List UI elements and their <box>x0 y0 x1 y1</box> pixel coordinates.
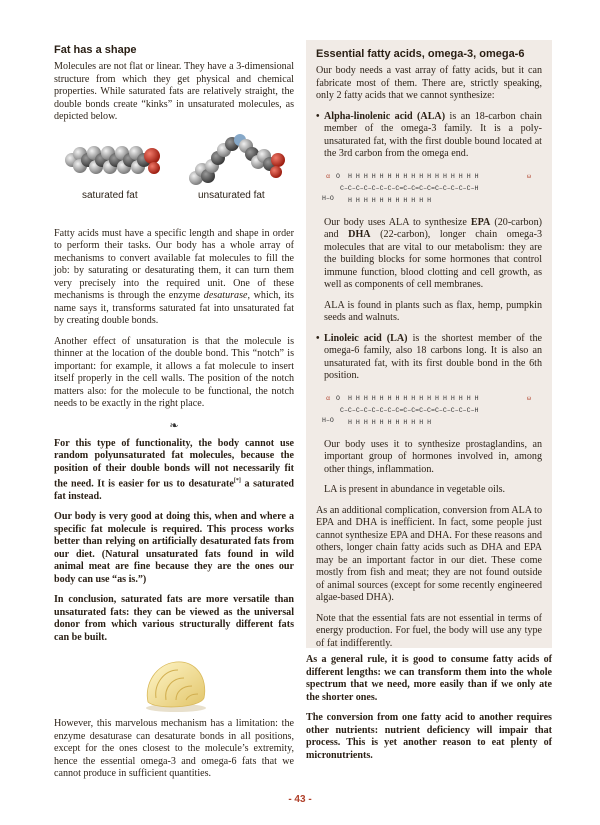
sidebar-heading: Essential fatty acids, omega-3, omega-6 <box>316 48 525 60</box>
chain-top-hydrogens: H H H H H H H H H H H H H H H H H <box>348 172 479 180</box>
bold-paragraph-functionality: For this type of functionality, the body cannot use random polyunsaturated fat molecules, because the position of their double bonds will not necessarily fit the need. It is easier for us to desaturate[*] a saturated fat instead. <box>54 437 294 502</box>
alpha-label: α <box>326 394 330 402</box>
bold-paragraph-conversion-nutrients: The conversion from one fatty acid to another requires other nutrients: nutrient deficiency will impair that process. This is yet another reason to eat plenty of micronutrients. <box>306 712 552 761</box>
term-dha: DHA <box>348 229 371 240</box>
chain-bottom-hydrogens: H H H H H H H H H H H <box>348 196 432 204</box>
unsaturated-fat-molecule-image <box>188 132 288 186</box>
paragraph-conversion: As an additional complication, conversion from ALA to EPA and DHA is inefficient. In fact, some people just cannot synthesize EPA and DHA. For these reasons and others, longer chain fatty acids such as DHA and EPA may be an important factor in our diet. These come mostly from fish and meat; they are not found outside of animal sources (except for some recently engineered algae-based DHA). <box>316 504 542 603</box>
saturated-fat-molecule-image <box>64 138 164 182</box>
butter-curl-image <box>54 654 294 714</box>
acid-oxygen: O <box>336 394 340 402</box>
paragraph-ala-found: ALA is found in plants such as flax, hemp, pumpkin seeds and walnuts. <box>324 299 542 323</box>
chain-top-hydrogens: H H H H H H H H H H H H H H H H H <box>348 394 479 402</box>
bold-paragraph-conclusion: In conclusion, saturated fats are more versatile than unsaturated fats: they can be viewed as the universal donor from which various structurally different fats can be built. <box>54 594 294 643</box>
term-desaturase: desaturase <box>203 290 248 301</box>
right-column-bottom <box>306 654 552 770</box>
left-column <box>54 44 294 789</box>
section-heading-fat-shape: Fat has a shape <box>54 44 137 56</box>
page-number: - 43 - <box>288 794 312 805</box>
chain-bottom-hydrogens: H H H H H H H H H H H <box>348 418 432 426</box>
paragraph-limitation: However, this marvelous mechanism has a limitation: the enzyme desaturase can desaturate bonds in all positions, except for the ones closest to the molecule’s extremity, hence the essential omega-3 and omega-6 fats that we cannot produce in sufficient quantities. <box>54 718 294 780</box>
bullet-icon: • <box>316 110 320 122</box>
paragraph-note: Note that the essential fats are not essential in terms of energy production. For fuel, the body will use any type of fat indifferently. <box>316 612 542 649</box>
ala-chain-diagram <box>316 169 542 209</box>
paragraph-fatty-acids-length: Fatty acids must have a specific length and shape in order to perform their tasks. Our body has a whole array of mechanisms to convert available fat molecules to fill the job: by saturating or desaturating them, it can turn them very precisely into the required unit. One of these mechanisms is through the enzyme desaturase, which, its name says it, transforms saturated fat into unsaturated fat by creating double bonds. <box>54 227 294 326</box>
ornament-divider: ❧ <box>169 419 179 432</box>
term-epa: EPA <box>470 216 491 228</box>
term-ala: Alpha-linolenic acid (ALA) <box>324 110 446 122</box>
omega-label: ω <box>527 394 531 402</box>
paragraph-la-use: Our body uses it to synthesize prostaglandins, an important group of hormones involved in, among other things, inflammation. <box>324 438 542 475</box>
acid-hydroxyl: H–O <box>322 416 334 424</box>
term-la: Linoleic acid (LA) <box>324 332 408 344</box>
paragraph-ala-use: Our body uses ALA to synthesize EPA (20-carbon) and DHA (22-carbon), longer chain omega-3 molecules that are vital to our metabolism: they are the building blocks for some hormones that control immune function, blood clotting and cell growth, as well as components of cell membranes. <box>324 216 542 290</box>
bold-paragraph-body-good: Our body is very good at doing this, when and where a specific fat molecule is required. This process works better than relying on artificially desaturated fats from our diet. (Natural unsaturated fats found in wild animal meat are fine because they are the ones our body can use “as is.”) <box>54 511 294 585</box>
caption-saturated-fat: saturated fat <box>82 189 138 201</box>
paragraph-la-found: LA is present in abundance in vegetable oils. <box>324 484 506 495</box>
paragraph-notch: Another effect of unsaturation is that the molecule is thinner at the location of the double bond. This “notch” is important: for example, it allows a fat molecule to insert itself properly in the cell walls. The position of the notch matters also: for the molecule to be functional, the notch needs to be exactly in the right place. <box>54 335 294 409</box>
paragraph-intro: Our body needs a vast array of fatty acids, but it can fabricate most of them. There are, strictly speaking, only 2 fatty acids that we cannot synthesize: <box>316 65 542 101</box>
molecule-figure <box>54 132 294 220</box>
chain-carbon-backbone: C–C–C–C–C–C–C–C=C–C=C–C=C–C–C–C–C–H <box>340 406 479 414</box>
la-chain-diagram <box>316 391 542 431</box>
alpha-label: α <box>326 172 330 180</box>
chain-carbon-backbone: C–C–C–C–C–C–C–C=C–C=C–C=C–C–C–C–C–H <box>340 184 479 192</box>
paragraph-molecules: Molecules are not flat or linear. They have a 3-dimensional structure from which they get physical and chemical properties. While saturated fats are relatively straight, the double bonds create “kinks” in unsaturated molecules, as depicted below. <box>54 61 294 122</box>
acid-oxygen: O <box>336 172 340 180</box>
bullet-icon: • <box>316 332 320 344</box>
bullet-la: • Linoleic acid (LA) is the shortest member of the omega-6 family, also 18 carbons long. It is also an unsaturated fat, with its first double bond in the 6th position. <box>316 332 542 381</box>
footnote-ref: [*] <box>233 478 241 484</box>
bold-paragraph-general-rule: As a general rule, it is good to consume fatty acids of different lengths: we can transform them into the whole spectrum that we need, more easily than if we only ate the shorter ones. <box>306 654 552 703</box>
sidebar-essential-fatty-acids <box>316 48 542 658</box>
acid-hydroxyl: H–O <box>322 194 334 202</box>
bullet-ala: • Alpha-linolenic acid (ALA) is an 18-carbon chain member of the omega-3 family. It is a poly-unsaturated fat, with the first double bound located at the 3rd carbon from the omega end. <box>316 110 542 159</box>
omega-label: ω <box>527 172 531 180</box>
caption-unsaturated-fat: unsaturated fat <box>198 189 265 201</box>
